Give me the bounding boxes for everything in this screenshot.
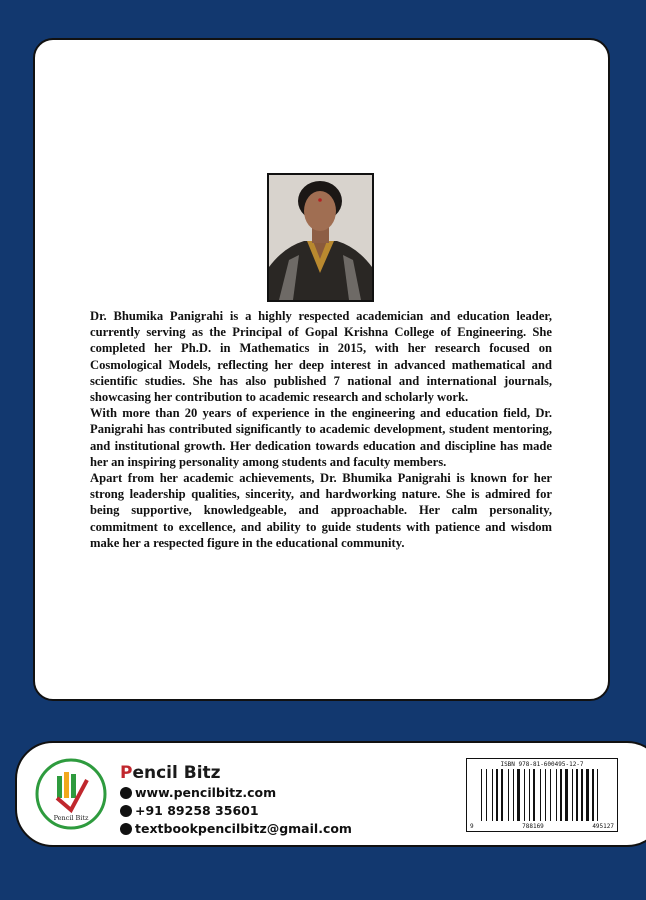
barcode-bar (545, 769, 546, 821)
email-address[interactable]: textbookpencilbitz@gmail.com (135, 821, 352, 836)
isbn-barcode (466, 758, 618, 832)
email-line (120, 821, 352, 836)
barcode-bar (486, 769, 487, 821)
barcode-bar (524, 769, 525, 821)
author-bio-card (33, 38, 610, 701)
barcode-bar (540, 769, 541, 821)
email-icon (120, 823, 132, 835)
website-link[interactable]: www.pencilbitz.com (135, 785, 277, 800)
barcode-bar (481, 769, 482, 821)
phone-line (120, 803, 259, 818)
barcode-bar (556, 769, 557, 821)
barcode-bars (481, 769, 605, 821)
publisher-footer (15, 741, 646, 847)
barcode-bar (517, 769, 520, 821)
barcode-bar (550, 769, 551, 821)
bio-paragraph: Apart from her academic achievements, Dr. Bhumika Panigrahi is known for her strong leadership qualities, sincerity, and hardworking nature. She is admired for being supportive, knowledgeable, and approachable. Her calm personality, commitment to excellence, and ability to guide students with patience and wisdom make her a respected figure in the educational community. (90, 471, 552, 550)
publisher-name: Pencil Bitz (120, 763, 221, 783)
isbn-label: ISBN 978-81-600495-12-7 (500, 761, 584, 768)
barcode-bar (529, 769, 530, 821)
author-photo (267, 173, 374, 302)
barcode-bar (572, 769, 573, 821)
barcode-bar (533, 769, 535, 821)
bio-paragraph: With more than 20 years of experience in the engineering and education field, Dr. Panigrahi has contributed significantly to academic development, student mentoring, and institutional growth. Her dedication towards education and discipline has made her an inspiring personality among students and faculty members. (90, 406, 552, 469)
barcode-bar (576, 769, 578, 821)
barcode-bar (501, 769, 503, 821)
barcode-bar (592, 769, 594, 821)
bio-paragraph: Dr. Bhumika Panigrahi is a highly respected academician and education leader, currently serving as the Principal of Gopal Krishna College of Engineering. She completed her Ph.D. in Mathematics in 2015, with her research focused on Cosmological Models, reflecting her deep interest in advanced mathematical and scientific studies. She has also published 7 national and international journals, showcasing her contribution to academic research and scholarly work. (90, 309, 552, 405)
barcode-bar (586, 769, 589, 821)
barcode-bar (513, 769, 514, 821)
barcode-bar (496, 769, 498, 821)
barcode-bar (560, 769, 562, 821)
svg-text:Pencil Bitz: Pencil Bitz (53, 814, 89, 822)
barcode-bar (597, 769, 598, 821)
barcode-bar (581, 769, 583, 821)
barcode-bar (492, 769, 493, 821)
phone-icon (120, 805, 132, 817)
barcode-bar (508, 769, 509, 821)
barcode-digits: 9 788169 495127 (470, 823, 614, 830)
author-bio (90, 308, 552, 551)
barcode-bar (565, 769, 568, 821)
website-line (120, 785, 276, 800)
phone-number[interactable]: +91 89258 35601 (135, 803, 259, 818)
globe-icon (120, 787, 132, 799)
publisher-logo (35, 758, 107, 830)
